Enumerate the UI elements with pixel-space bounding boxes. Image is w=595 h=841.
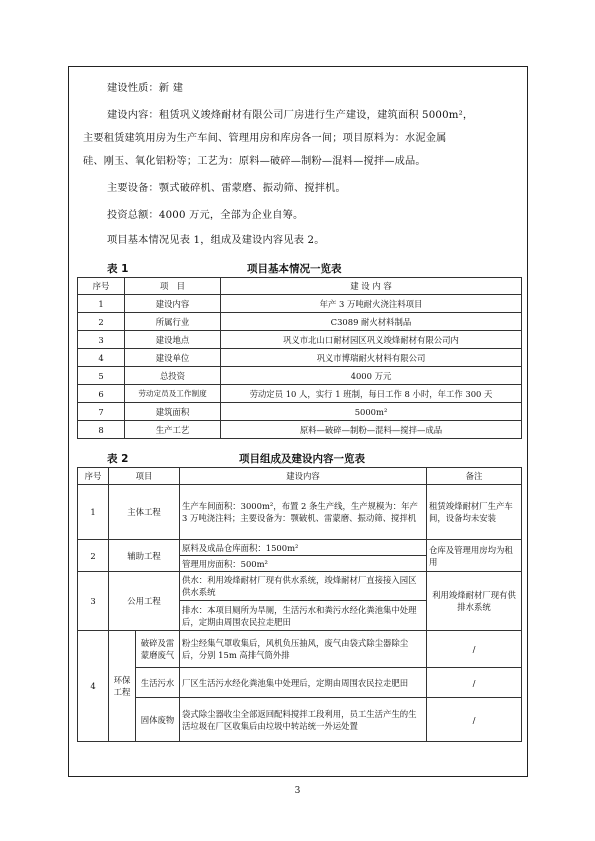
table1-cell-content: 4000 万元 [221,367,522,385]
table-row [78,385,522,403]
construction-nature: 建设性质：新 建 [107,83,184,94]
table-row [78,631,522,668]
table1-cell-item: 建设单位 [125,349,221,367]
table1-cell-item: 建筑面积 [125,403,221,421]
table2-header-item: 项目 [109,468,180,485]
table1-cell-item: 所属行业 [125,313,221,331]
table2-cell-item: 环保工程 [109,631,136,742]
table2-cell-note: / [427,631,522,668]
table-row [78,367,522,385]
page-number: 3 [294,786,301,796]
table2-cell-subitem: 破碎及雷蒙磨废气 [136,631,180,668]
table1-cell-no: 1 [78,295,125,313]
table2-cell-no: 4 [78,631,109,742]
table2-cell-content: 原料及成品仓库面积：1500m² [180,540,427,556]
table-row [78,313,522,331]
table2-header-no: 序号 [78,468,109,485]
table-row [78,349,522,367]
table1-cell-no: 5 [78,367,125,385]
table1-cell-item: 建设内容 [125,295,221,313]
table1-cell-no: 6 [78,385,125,403]
construction-content-line2: 主要租赁建筑用房为生产车间、管理用房和库房各一间；项目原料为：水泥金属 [83,133,447,144]
table2-cell-content: 袋式除尘器收尘全部返回配料搅拌工段利用，员工生活产生的生活垃圾在厂区收集后由垃圾中转站统一外运处置 [180,698,427,742]
table-row [78,331,522,349]
table2-cell-content: 排水：本项目厕所为旱厕，生活污水和粪污水经化粪池集中处理后，定期由周围农民拉走肥田 [180,601,427,631]
table2-label: 表 2 [107,453,129,465]
table1-header-content: 建 设 内 容 [221,278,522,295]
table2-title: 项目组成及建设内容一览表 [239,453,365,465]
table1-cell-no: 8 [78,421,125,439]
table1-cell-item: 生产工艺 [125,421,221,439]
table-row [78,485,522,540]
main-equipment: 主要设备：颚式破碎机、雷蒙磨、振动筛、搅拌机。 [107,183,346,194]
table2 [77,467,522,742]
table2-cell-subitem: 固体废物 [136,698,180,742]
table-row [78,572,522,601]
table-reference: 项目基本情况见表 1，组成及建设内容见表 2。 [107,235,325,246]
table1-cell-content: 原料—破碎—制粉—混料—搅拌—成品 [221,421,522,439]
table2-cell-note: / [427,668,522,698]
table1-cell-no: 4 [78,349,125,367]
table1 [77,277,522,439]
table2-cell-no: 2 [78,540,109,572]
table2-cell-content: 供水：利用竣烽耐材厂现有供水系统，竣烽耐材厂直接接入园区供水系统 [180,572,427,601]
table2-header-content: 建设内容 [180,468,427,485]
table-row [78,540,522,556]
table1-cell-item: 劳动定员及工作制度 [125,385,221,403]
table2-cell-item: 辅助工程 [109,540,180,572]
table-row [78,421,522,439]
table-row [78,668,522,698]
table2-cell-no: 3 [78,572,109,631]
table2-cell-content: 厂区生活污水经化粪池集中处理后，定期由周围农民拉走肥田 [180,668,427,698]
table1-header-item: 项 目 [125,278,221,295]
table2-cell-content: 粉尘经集气罩收集后，风机负压抽风，废气由袋式除尘器除尘后，分别 15m 高排气筒外排 [180,631,427,668]
table1-cell-content: 年产 3 万吨耐火浇注料项目 [221,295,522,313]
table1-cell-content: C3089 耐火材料制品 [221,313,522,331]
table1-cell-content: 5000m² [221,403,522,421]
table-row [78,295,522,313]
table-row [78,403,522,421]
table1-cell-content: 劳动定员 10 人，实行 1 班制，每日工作 8 小时，年工作 300 天 [221,385,522,403]
table1-cell-item: 建设地点 [125,331,221,349]
construction-content-line3: 硅、刚玉、氧化铝粉等；工艺为：原料—破碎—制粉—混料—搅拌—成品。 [83,156,426,167]
table2-cell-subitem: 生活污水 [136,668,180,698]
table2-cell-item: 公用工程 [109,572,180,631]
table2-cell-no: 1 [78,485,109,540]
table2-cell-item: 主体工程 [109,485,180,540]
table-row [78,698,522,742]
table1-cell-no: 7 [78,403,125,421]
table2-cell-note: 租赁竣烽耐材厂生产车间，设备均未安装 [427,485,522,540]
table1-label: 表 1 [107,263,129,275]
table2-cell-note: 利用竣烽耐材厂现有供排水系统 [427,572,522,631]
table1-cell-item: 总投资 [125,367,221,385]
table2-cell-note: 仓库及管理用房均为租用 [427,540,522,572]
page-frame [68,66,528,777]
table1-title: 项目基本情况一览表 [247,263,342,275]
table1-cell-content: 巩义市博瑞耐火材料有限公司 [221,349,522,367]
table2-cell-note: / [427,698,522,742]
table2-cell-content: 管理用房面积：500m² [180,556,427,572]
table2-cell-content: 生产车间面积：3000m²，布置 2 条生产线，生产规模为：年产 3 万吨浇注料；主要设备为：颚破机、雷蒙磨、振动筛、搅拌机 [180,485,427,540]
table1-header-no: 序号 [78,278,125,295]
table2-header-note: 备注 [427,468,522,485]
investment-total: 投资总额：4000 万元，全部为企业自筹。 [107,210,304,221]
table1-cell-content: 巩义市北山口耐材园区巩义竣烽耐材有限公司内 [221,331,522,349]
table1-cell-no: 2 [78,313,125,331]
construction-content-line1: 建设内容：租赁巩义竣烽耐材有限公司厂房进行生产建设，建筑面积 5000m²， [107,110,474,121]
table1-header-row [78,278,522,295]
table1-cell-no: 3 [78,331,125,349]
table2-header-row [78,468,522,485]
